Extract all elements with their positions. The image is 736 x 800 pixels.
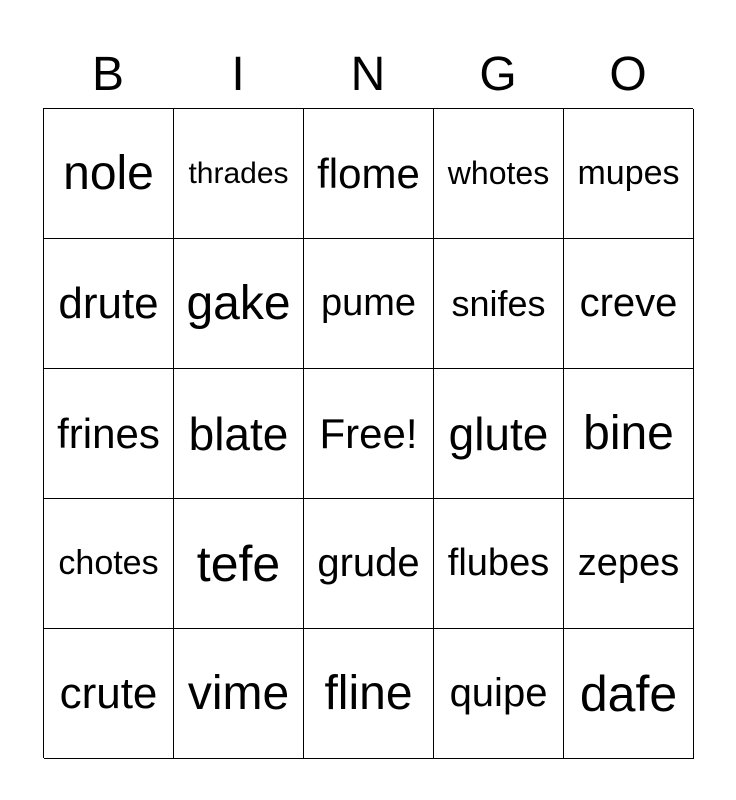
- bingo-cell: Free!: [304, 369, 434, 499]
- bingo-cell: zepes: [564, 499, 694, 629]
- bingo-cell: mupes: [564, 109, 694, 239]
- bingo-cell: glute: [434, 369, 564, 499]
- bingo-cell: whotes: [434, 109, 564, 239]
- bingo-cell: snifes: [434, 239, 564, 369]
- bingo-cell: dafe: [564, 629, 694, 759]
- header-letter-g: G: [479, 48, 517, 101]
- bingo-cell: flubes: [434, 499, 564, 629]
- bingo-cell: blate: [174, 369, 304, 499]
- bingo-cell: chotes: [44, 499, 174, 629]
- bingo-header: [43, 45, 693, 105]
- bingo-cell: grude: [304, 499, 434, 629]
- bingo-cell: crute: [44, 629, 174, 759]
- bingo-cell: vime: [174, 629, 304, 759]
- bingo-cell: frines: [44, 369, 174, 499]
- bingo-cell: tefe: [174, 499, 304, 629]
- bingo-cell: flome: [304, 109, 434, 239]
- header-letter-o: O: [609, 48, 647, 101]
- bingo-cell: creve: [564, 239, 694, 369]
- header-letter-i: I: [231, 48, 245, 101]
- header-letter-n: N: [350, 48, 386, 101]
- bingo-cell: quipe: [434, 629, 564, 759]
- bingo-cell: pume: [304, 239, 434, 369]
- bingo-cell: bine: [564, 369, 694, 499]
- bingo-cell: gake: [174, 239, 304, 369]
- bingo-cell: thrades: [174, 109, 304, 239]
- header-letter-b: B: [91, 48, 124, 101]
- bingo-cell: drute: [44, 239, 174, 369]
- bingo-cell: fline: [304, 629, 434, 759]
- bingo-cell: nole: [44, 109, 174, 239]
- bingo-grid: [43, 108, 693, 758]
